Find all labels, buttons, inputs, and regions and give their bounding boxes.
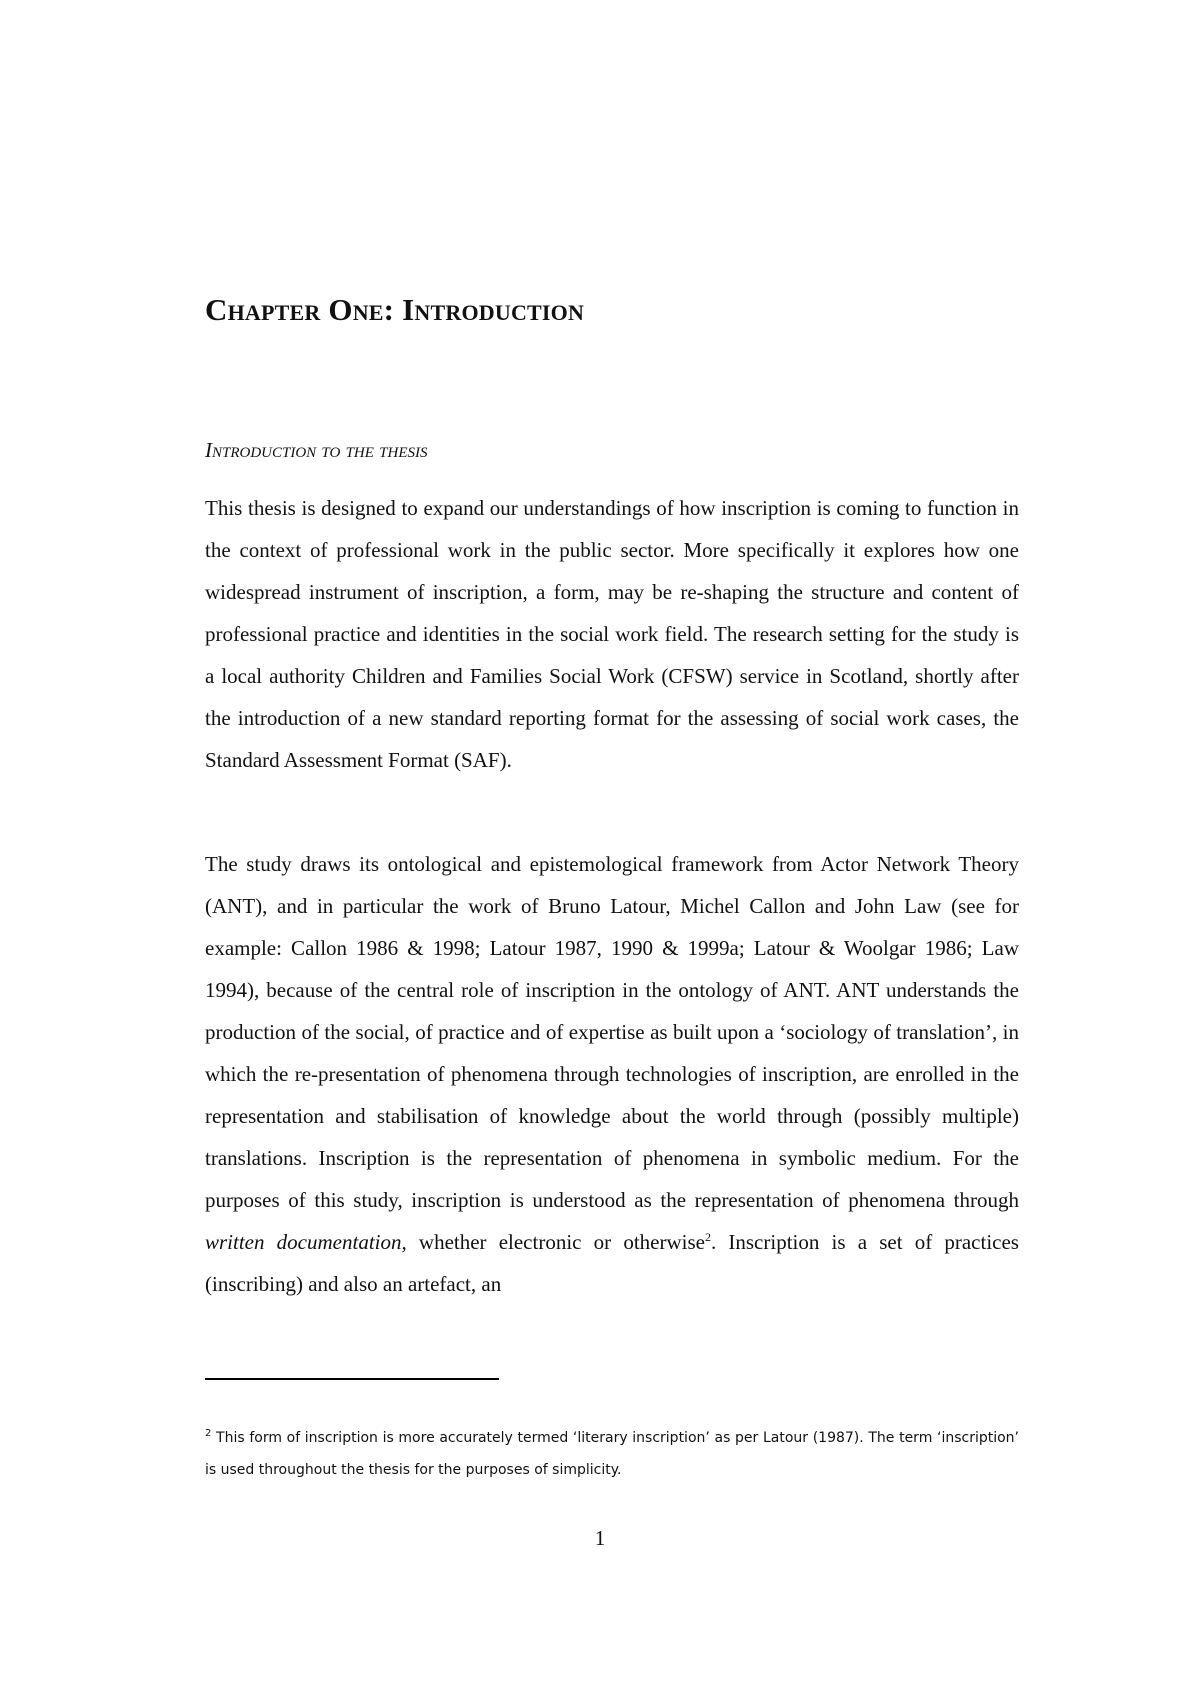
footnote-mark: 2	[205, 1428, 212, 1439]
paragraph-2-text-part-1: The study draws its ontological and epistemological framework from Actor Network Theory (ANT), and in particular the work of Bruno Latour, Michel Callon and John Law (see for example: Callon 1986 & 1998; Latour 1987, 1990 & 1999a; Latour & Woolgar 1986; Law 1994), because of the central role of inscription in the ontology of ANT. ANT understands the production of the social, of practice and of expertise as built upon a ‘sociology of translation’, in which the re-presentation of phenomena through technologies of inscription, are enrolled in the representation and stabilisation of knowledge about the world through (possibly multiple) translations. Inscription is the representation of phenomena in symbolic medium. For the purposes of this study, inscription is understood as the representation of phenomena through	[205, 852, 1019, 1212]
paragraph-2-text-part-2: whether electronic or otherwise	[406, 1230, 705, 1254]
paragraph-2-emphasis: written documentation,	[205, 1230, 407, 1254]
paragraph-2-text-part-3: . Inscription is a set of practices (inscribing) and also an artefact, an	[205, 1230, 1019, 1296]
section-heading: Introduction to the thesis	[205, 438, 428, 462]
body-paragraph-2	[205, 843, 1019, 1305]
footnote	[205, 1422, 1019, 1486]
body-paragraph-1: This thesis is designed to expand our understandings of how inscription is coming to function in the context of professional work in the public sector. More specifically it explores how one widespread instrument of inscription, a form, may be re-shaping the structure and content of professional practice and identities in the social work field. The research setting for the study is a local authority Children and Families Social Work (CFSW) service in Scotland, shortly after the introduction of a new standard reporting format for the assessing of social work cases, the Standard Assessment Format (SAF).	[205, 496, 1019, 772]
chapter-title: Chapter One: Introduction	[205, 292, 585, 327]
footnote-text: This form of inscription is more accurately termed ‘literary inscription’ as per Latour (1987). The term ‘inscription’ is used throughout the thesis for the purposes of simplicity.	[205, 1430, 1019, 1478]
page-number: 1	[594, 1526, 606, 1550]
footnote-separator	[205, 1378, 499, 1380]
footnote-reference[interactable]: 2	[704, 1230, 711, 1244]
